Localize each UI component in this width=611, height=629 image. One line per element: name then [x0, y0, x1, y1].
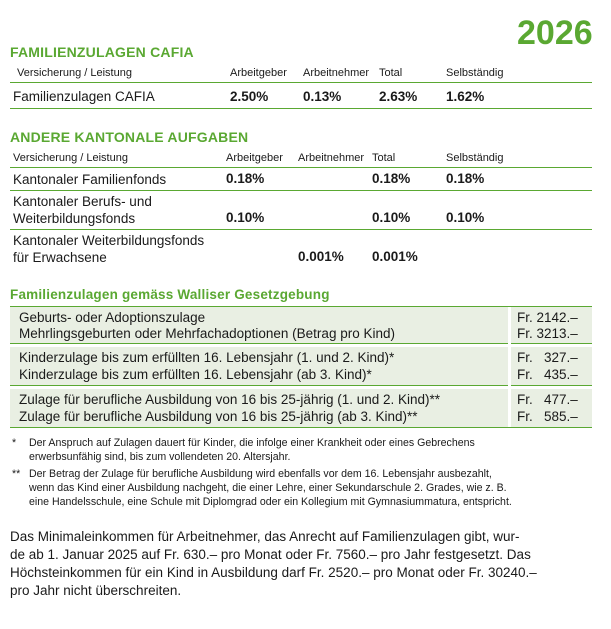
kantonal-col-selbst: Selbständig — [446, 152, 504, 164]
kantonal-row-selbst: 0.18% — [446, 171, 485, 186]
footnote-text: eine Handelsschule, eine Schule mit Diplomgrad oder ein Kollegium mit Gymnasiummatura, entspricht. — [29, 496, 512, 508]
kantonal-row-label: Kantonaler Weiterbildungsfonds — [13, 233, 205, 248]
wallis-group-amount: Fr. 585.– — [517, 409, 578, 424]
cafia-row-selbst: 1.62% — [446, 89, 485, 104]
footnote-text: Der Betrag der Zulage für berufliche Ausbildung wird ebenfalls vor dem 16. Lebensjahr ausbezahlt, — [29, 468, 492, 480]
wallis-group-label: Kinderzulage bis zum erfüllten 16. Lebensjahr (ab 3. Kind)* — [19, 367, 372, 382]
wallis-group-label: Mehrlingsgeburten oder Mehrfachadoptionen (Betrag pro Kind) — [19, 326, 395, 341]
kantonal-row-total: 0.001% — [372, 249, 418, 264]
footnote-text: Der Anspruch auf Zulagen dauert für Kinder, die infolge einer Krankheit oder eines Gebrechens — [29, 437, 475, 449]
kantonal-col-leistung: Versicherung / Leistung — [13, 152, 128, 164]
wallis-group-label: Kinderzulage bis zum erfüllten 16. Lebensjahr (1. und 2. Kind)* — [19, 350, 395, 365]
kantonal-row-arbeitgeber: 0.18% — [226, 171, 265, 186]
footnote-mark: * — [12, 437, 17, 449]
divider — [10, 190, 592, 191]
paragraph-line: de ab 1. Januar 2025 auf Fr. 630.– pro Monat oder Fr. 7560.– pro Jahr festgesetzt. Das — [10, 547, 531, 562]
wallis-group — [10, 307, 592, 343]
footnote-text: erwerbsunfähig sind, bis zum vollendeten 20. Altersjahr. — [29, 451, 291, 463]
divider — [10, 343, 592, 344]
cafia-row-arbeitgeber: 2.50% — [230, 89, 269, 104]
paragraph-line: Das Minimaleinkommen für Arbeitnehmer, das Anrecht auf Familienzulagen gibt, wur- — [10, 529, 520, 544]
wallis-group-amount: Fr. 435.– — [517, 367, 578, 382]
paragraph-line: pro Jahr nicht überschreiten. — [10, 583, 182, 598]
wallis-group-label: Geburts- oder Adoptionszulage — [19, 310, 206, 325]
divider — [10, 427, 592, 428]
column-separator — [508, 307, 511, 427]
kantonal-row-arbeitgeber: 0.10% — [226, 210, 265, 225]
cafia-col-arbeitgeber: Arbeitgeber — [230, 67, 287, 79]
wallis-group-amount: Fr. 327.– — [517, 350, 578, 365]
kantonal-row-label: Kantonaler Familienfonds — [13, 172, 167, 187]
divider — [10, 108, 592, 109]
kantonal-col-arbeitnehmer: Arbeitnehmer — [298, 152, 365, 164]
kantonal-title: ANDERE KANTONALE AUFGABEN — [10, 129, 249, 145]
wallis-group — [10, 347, 592, 385]
divider — [10, 385, 592, 386]
divider — [10, 229, 592, 230]
kantonal-row-label-line2: für Erwachsene — [13, 250, 107, 265]
wallis-group-label: Zulage für berufliche Ausbildung von 16 bis 25-jährig (1. und 2. Kind)** — [19, 392, 441, 407]
year-label: 2026 — [517, 14, 593, 52]
footnote-text: wenn das Kind einer Ausbildung nachgeht, die einer Lehre, einer Sekundarschule 2. Grades, wie z. B. — [29, 482, 507, 494]
cafia-title: FAMILIENZULAGEN CAFIA — [10, 44, 194, 60]
wallis-group-amount: Fr. 3213.– — [517, 326, 578, 341]
kantonal-col-total: Total — [372, 152, 396, 164]
kantonal-row-total: 0.18% — [372, 171, 411, 186]
footnote-mark: ** — [12, 468, 21, 480]
cafia-col-selbst: Selbständig — [446, 67, 504, 79]
kantonal-col-arbeitgeber: Arbeitgeber — [226, 152, 283, 164]
paragraph-line: Höchsteinkommen für ein Kind in Ausbildung darf Fr. 2520.– pro Monat oder Fr. 30240.– — [10, 565, 537, 580]
wallis-group — [10, 389, 592, 427]
wallis-group-amount: Fr. 477.– — [517, 392, 578, 407]
kantonal-row-label: Kantonaler Berufs- und — [13, 194, 152, 209]
divider — [10, 167, 592, 168]
cafia-col-leistung: Versicherung / Leistung — [17, 67, 132, 79]
wallis-group-amount: Fr. 2142.– — [517, 310, 578, 325]
kantonal-row-selbst: 0.10% — [446, 210, 485, 225]
kantonal-row-total: 0.10% — [372, 210, 411, 225]
cafia-row-arbeitnehmer: 0.13% — [303, 89, 342, 104]
cafia-row-label: Familienzulagen CAFIA — [13, 89, 155, 104]
cafia-col-total: Total — [379, 67, 403, 79]
cafia-row-total: 2.63% — [379, 89, 418, 104]
kantonal-row-label-line2: Weiterbildungsfonds — [13, 211, 136, 226]
wallis-group-label: Zulage für berufliche Ausbildung von 16 bis 25-jährig (ab 3. Kind)** — [19, 409, 418, 424]
cafia-col-arbeitnehmer: Arbeitnehmer — [303, 67, 370, 79]
kantonal-row-arbeitnehmer: 0.001% — [298, 249, 344, 264]
divider — [10, 82, 592, 83]
wallis-title: Familienzulagen gemäss Walliser Gesetzgebung — [10, 287, 330, 302]
